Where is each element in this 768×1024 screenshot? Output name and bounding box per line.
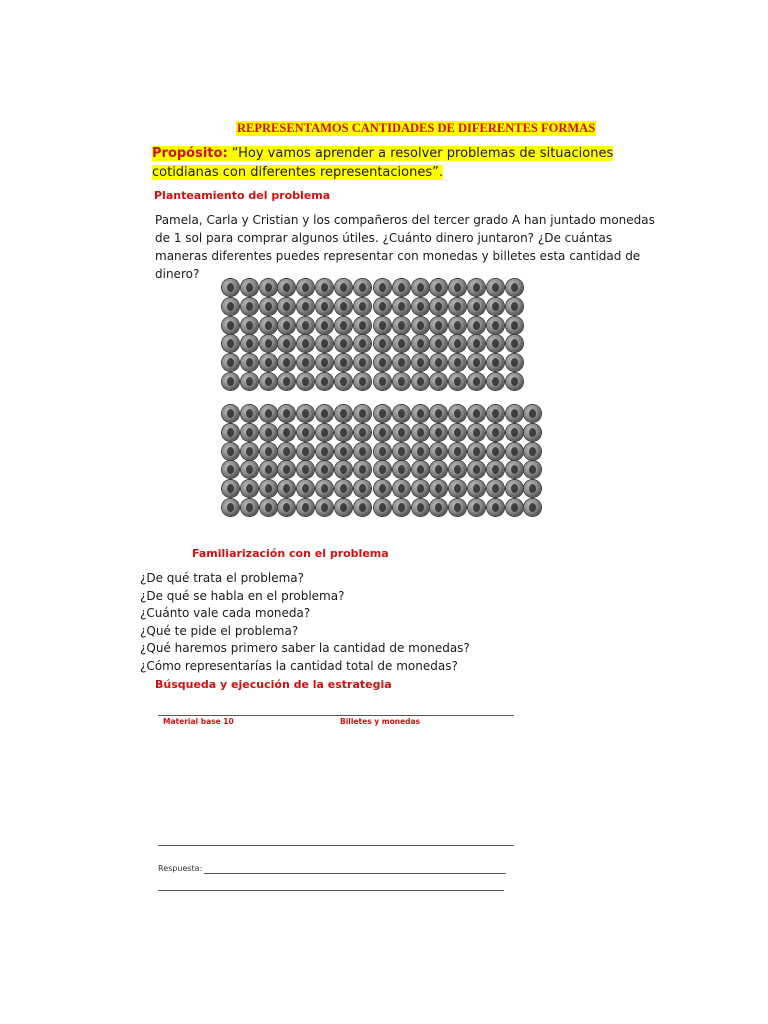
one-sol-coin-icon bbox=[260, 480, 277, 497]
one-sol-coin-icon bbox=[524, 499, 541, 516]
one-sol-coin-icon bbox=[316, 405, 333, 422]
one-sol-coin-icon bbox=[278, 424, 295, 441]
one-sol-coin-icon bbox=[412, 480, 429, 497]
one-sol-coin-icon bbox=[449, 499, 466, 516]
one-sol-coin-icon bbox=[297, 335, 314, 352]
one-sol-coin-icon bbox=[487, 405, 504, 422]
answer-line[interactable] bbox=[204, 873, 506, 874]
one-sol-coin-icon bbox=[241, 424, 258, 441]
question-item: ¿Qué te pide el problema? bbox=[140, 623, 299, 638]
answer-label: Respuesta: bbox=[158, 864, 203, 873]
one-sol-coin-icon bbox=[412, 354, 429, 371]
one-sol-coin-icon bbox=[487, 354, 504, 371]
coin-collection-image bbox=[220, 277, 550, 525]
section-heading-planteamiento: Planteamiento del problema bbox=[154, 189, 331, 202]
one-sol-coin-icon bbox=[374, 480, 391, 497]
one-sol-coin-icon bbox=[297, 354, 314, 371]
one-sol-coin-icon bbox=[354, 499, 371, 516]
one-sol-coin-icon bbox=[297, 499, 314, 516]
one-sol-coin-icon bbox=[297, 461, 314, 478]
one-sol-coin-icon bbox=[412, 373, 429, 390]
one-sol-coin-icon bbox=[468, 298, 485, 315]
one-sol-coin-icon bbox=[524, 405, 541, 422]
one-sol-coin-icon bbox=[393, 279, 410, 296]
one-sol-coin-icon bbox=[524, 443, 541, 460]
one-sol-coin-icon bbox=[222, 335, 239, 352]
one-sol-coin-icon bbox=[374, 443, 391, 460]
section-heading-busqueda: Búsqueda y ejecución de la estrategia bbox=[155, 678, 392, 691]
one-sol-coin-icon bbox=[260, 298, 277, 315]
one-sol-coin-icon bbox=[487, 279, 504, 296]
one-sol-coin-icon bbox=[449, 461, 466, 478]
one-sol-coin-icon bbox=[278, 298, 295, 315]
one-sol-coin-icon bbox=[278, 335, 295, 352]
one-sol-coin-icon bbox=[297, 405, 314, 422]
one-sol-coin-icon bbox=[278, 373, 295, 390]
one-sol-coin-icon bbox=[412, 335, 429, 352]
column-header-base10: Material base 10 bbox=[163, 717, 234, 726]
one-sol-coin-icon bbox=[354, 461, 371, 478]
one-sol-coin-icon bbox=[335, 298, 352, 315]
one-sol-coin-icon bbox=[354, 298, 371, 315]
question-item: ¿Qué haremos primero saber la cantidad de monedas? bbox=[140, 641, 470, 656]
one-sol-coin-icon bbox=[278, 279, 295, 296]
one-sol-coin-icon bbox=[393, 424, 410, 441]
one-sol-coin-icon bbox=[241, 480, 258, 497]
one-sol-coin-icon bbox=[241, 405, 258, 422]
one-sol-coin-icon bbox=[374, 499, 391, 516]
one-sol-coin-icon bbox=[241, 298, 258, 315]
one-sol-coin-icon bbox=[393, 405, 410, 422]
one-sol-coin-icon bbox=[241, 373, 258, 390]
one-sol-coin-icon bbox=[354, 373, 371, 390]
one-sol-coin-icon bbox=[260, 335, 277, 352]
one-sol-coin-icon bbox=[524, 461, 541, 478]
one-sol-coin-icon bbox=[260, 405, 277, 422]
one-sol-coin-icon bbox=[335, 279, 352, 296]
one-sol-coin-icon bbox=[430, 335, 447, 352]
one-sol-coin-icon bbox=[430, 443, 447, 460]
one-sol-coin-icon bbox=[335, 480, 352, 497]
one-sol-coin-icon bbox=[222, 499, 239, 516]
column-header-billetes: Billetes y monedas bbox=[340, 717, 421, 726]
one-sol-coin-icon bbox=[449, 317, 466, 334]
one-sol-coin-icon bbox=[468, 317, 485, 334]
one-sol-coin-icon bbox=[335, 405, 352, 422]
one-sol-coin-icon bbox=[468, 443, 485, 460]
one-sol-coin-icon bbox=[278, 354, 295, 371]
one-sol-coin-icon bbox=[278, 317, 295, 334]
one-sol-coin-icon bbox=[430, 279, 447, 296]
one-sol-coin-icon bbox=[412, 405, 429, 422]
one-sol-coin-icon bbox=[506, 373, 523, 390]
one-sol-coin-icon bbox=[412, 317, 429, 334]
purpose-label: Propósito: bbox=[152, 146, 228, 161]
one-sol-coin-icon bbox=[260, 499, 277, 516]
one-sol-coin-icon bbox=[412, 279, 429, 296]
one-sol-coin-icon bbox=[297, 279, 314, 296]
one-sol-coin-icon bbox=[316, 354, 333, 371]
one-sol-coin-icon bbox=[222, 461, 239, 478]
one-sol-coin-icon bbox=[506, 480, 523, 497]
one-sol-coin-icon bbox=[487, 480, 504, 497]
one-sol-coin-icon bbox=[297, 443, 314, 460]
one-sol-coin-icon bbox=[297, 424, 314, 441]
one-sol-coin-icon bbox=[393, 354, 410, 371]
one-sol-coin-icon bbox=[449, 405, 466, 422]
one-sol-coin-icon bbox=[506, 335, 523, 352]
one-sol-coin-icon bbox=[393, 335, 410, 352]
problem-text: Pamela, Carla y Cristian y los compañeros del tercer grado A han juntado monedas de 1 sol para comprar algunos útiles. ¿Cuánto dinero juntaron? ¿De cuántas maneras diferentes puedes representar con monedas y billetes esta cantidad de dinero? bbox=[155, 213, 655, 281]
one-sol-coin-icon bbox=[316, 461, 333, 478]
one-sol-coin-icon bbox=[335, 424, 352, 441]
section-heading-familiarizacion: Familiarización con el problema bbox=[192, 547, 389, 560]
one-sol-coin-icon bbox=[222, 317, 239, 334]
one-sol-coin-icon bbox=[430, 373, 447, 390]
one-sol-coin-icon bbox=[260, 279, 277, 296]
purpose-text: “Hoy vamos aprender a resolver problemas de situaciones cotidianas con diferentes representaciones”. bbox=[152, 146, 614, 180]
question-item: ¿De qué se habla en el problema? bbox=[140, 588, 345, 603]
one-sol-coin-icon bbox=[449, 298, 466, 315]
one-sol-coin-icon bbox=[430, 480, 447, 497]
one-sol-coin-icon bbox=[335, 335, 352, 352]
one-sol-coin-icon bbox=[241, 461, 258, 478]
one-sol-coin-icon bbox=[354, 405, 371, 422]
question-list bbox=[140, 570, 470, 676]
one-sol-coin-icon bbox=[468, 405, 485, 422]
one-sol-coin-icon bbox=[449, 424, 466, 441]
one-sol-coin-icon bbox=[297, 373, 314, 390]
one-sol-coin-icon bbox=[222, 443, 239, 460]
one-sol-coin-icon bbox=[374, 298, 391, 315]
one-sol-coin-icon bbox=[374, 354, 391, 371]
one-sol-coin-icon bbox=[316, 279, 333, 296]
table-top-line bbox=[158, 715, 514, 716]
one-sol-coin-icon bbox=[222, 354, 239, 371]
purpose-statement bbox=[152, 144, 672, 182]
one-sol-coin-icon bbox=[335, 373, 352, 390]
one-sol-coin-icon bbox=[524, 480, 541, 497]
one-sol-coin-icon bbox=[222, 298, 239, 315]
one-sol-coin-icon bbox=[297, 480, 314, 497]
one-sol-coin-icon bbox=[449, 443, 466, 460]
one-sol-coin-icon bbox=[316, 298, 333, 315]
one-sol-coin-icon bbox=[487, 317, 504, 334]
one-sol-coin-icon bbox=[222, 405, 239, 422]
one-sol-coin-icon bbox=[506, 461, 523, 478]
one-sol-coin-icon bbox=[468, 279, 485, 296]
one-sol-coin-icon bbox=[222, 279, 239, 296]
one-sol-coin-icon bbox=[374, 279, 391, 296]
one-sol-coin-icon bbox=[278, 499, 295, 516]
one-sol-coin-icon bbox=[316, 499, 333, 516]
one-sol-coin-icon bbox=[278, 461, 295, 478]
one-sol-coin-icon bbox=[506, 499, 523, 516]
one-sol-coin-icon bbox=[468, 424, 485, 441]
one-sol-coin-icon bbox=[222, 424, 239, 441]
one-sol-coin-icon bbox=[354, 424, 371, 441]
one-sol-coin-icon bbox=[222, 373, 239, 390]
one-sol-coin-icon bbox=[374, 317, 391, 334]
one-sol-coin-icon bbox=[487, 461, 504, 478]
one-sol-coin-icon bbox=[316, 480, 333, 497]
one-sol-coin-icon bbox=[241, 354, 258, 371]
one-sol-coin-icon bbox=[260, 317, 277, 334]
one-sol-coin-icon bbox=[449, 373, 466, 390]
one-sol-coin-icon bbox=[354, 354, 371, 371]
question-item: ¿Cuánto vale cada moneda? bbox=[140, 606, 311, 621]
one-sol-coin-icon bbox=[241, 279, 258, 296]
one-sol-coin-icon bbox=[412, 424, 429, 441]
one-sol-coin-icon bbox=[222, 480, 239, 497]
one-sol-coin-icon bbox=[487, 335, 504, 352]
one-sol-coin-icon bbox=[430, 298, 447, 315]
one-sol-coin-icon bbox=[316, 373, 333, 390]
one-sol-coin-icon bbox=[260, 443, 277, 460]
one-sol-coin-icon bbox=[506, 405, 523, 422]
one-sol-coin-icon bbox=[487, 298, 504, 315]
one-sol-coin-icon bbox=[297, 317, 314, 334]
one-sol-coin-icon bbox=[412, 298, 429, 315]
one-sol-coin-icon bbox=[468, 499, 485, 516]
one-sol-coin-icon bbox=[430, 424, 447, 441]
one-sol-coin-icon bbox=[374, 424, 391, 441]
one-sol-coin-icon bbox=[430, 499, 447, 516]
one-sol-coin-icon bbox=[316, 317, 333, 334]
one-sol-coin-icon bbox=[278, 405, 295, 422]
one-sol-coin-icon bbox=[354, 335, 371, 352]
one-sol-coin-icon bbox=[374, 461, 391, 478]
one-sol-coin-icon bbox=[506, 424, 523, 441]
one-sol-coin-icon bbox=[335, 317, 352, 334]
one-sol-coin-icon bbox=[316, 335, 333, 352]
one-sol-coin-icon bbox=[449, 335, 466, 352]
one-sol-coin-icon bbox=[354, 480, 371, 497]
one-sol-coin-icon bbox=[393, 480, 410, 497]
one-sol-coin-icon bbox=[393, 317, 410, 334]
one-sol-coin-icon bbox=[374, 335, 391, 352]
one-sol-coin-icon bbox=[430, 317, 447, 334]
one-sol-coin-icon bbox=[430, 461, 447, 478]
one-sol-coin-icon bbox=[374, 405, 391, 422]
one-sol-coin-icon bbox=[412, 461, 429, 478]
question-item: ¿Cómo representarías la cantidad total de monedas? bbox=[140, 658, 458, 673]
worksheet-title: REPRESENTAMOS CANTIDADES DE DIFERENTES FORMAS bbox=[237, 121, 596, 135]
one-sol-coin-icon bbox=[354, 443, 371, 460]
one-sol-coin-icon bbox=[468, 480, 485, 497]
one-sol-coin-icon bbox=[241, 499, 258, 516]
one-sol-coin-icon bbox=[316, 443, 333, 460]
one-sol-coin-icon bbox=[354, 279, 371, 296]
answer-line-second[interactable] bbox=[158, 890, 504, 891]
one-sol-coin-icon bbox=[468, 354, 485, 371]
table-bottom-line bbox=[158, 845, 514, 846]
one-sol-coin-icon bbox=[393, 298, 410, 315]
one-sol-coin-icon bbox=[335, 499, 352, 516]
one-sol-coin-icon bbox=[468, 461, 485, 478]
one-sol-coin-icon bbox=[449, 354, 466, 371]
one-sol-coin-icon bbox=[468, 373, 485, 390]
one-sol-coin-icon bbox=[524, 424, 541, 441]
one-sol-coin-icon bbox=[260, 354, 277, 371]
one-sol-coin-icon bbox=[260, 461, 277, 478]
question-item: ¿De qué trata el problema? bbox=[140, 571, 304, 585]
one-sol-coin-icon bbox=[506, 298, 523, 315]
one-sol-coin-icon bbox=[393, 373, 410, 390]
one-sol-coin-icon bbox=[278, 480, 295, 497]
one-sol-coin-icon bbox=[316, 424, 333, 441]
one-sol-coin-icon bbox=[506, 354, 523, 371]
one-sol-coin-icon bbox=[468, 335, 485, 352]
one-sol-coin-icon bbox=[449, 279, 466, 296]
one-sol-coin-icon bbox=[278, 443, 295, 460]
one-sol-coin-icon bbox=[260, 424, 277, 441]
one-sol-coin-icon bbox=[335, 461, 352, 478]
one-sol-coin-icon bbox=[430, 354, 447, 371]
one-sol-coin-icon bbox=[297, 298, 314, 315]
one-sol-coin-icon bbox=[506, 279, 523, 296]
one-sol-coin-icon bbox=[241, 443, 258, 460]
one-sol-coin-icon bbox=[335, 354, 352, 371]
one-sol-coin-icon bbox=[335, 443, 352, 460]
one-sol-coin-icon bbox=[241, 317, 258, 334]
one-sol-coin-icon bbox=[449, 480, 466, 497]
one-sol-coin-icon bbox=[393, 443, 410, 460]
one-sol-coin-icon bbox=[241, 335, 258, 352]
one-sol-coin-icon bbox=[374, 373, 391, 390]
one-sol-coin-icon bbox=[412, 499, 429, 516]
one-sol-coin-icon bbox=[506, 443, 523, 460]
one-sol-coin-icon bbox=[430, 405, 447, 422]
one-sol-coin-icon bbox=[393, 461, 410, 478]
one-sol-coin-icon bbox=[487, 373, 504, 390]
one-sol-coin-icon bbox=[412, 443, 429, 460]
one-sol-coin-icon bbox=[354, 317, 371, 334]
one-sol-coin-icon bbox=[487, 499, 504, 516]
one-sol-coin-icon bbox=[393, 499, 410, 516]
one-sol-coin-icon bbox=[260, 373, 277, 390]
one-sol-coin-icon bbox=[487, 424, 504, 441]
one-sol-coin-icon bbox=[506, 317, 523, 334]
one-sol-coin-icon bbox=[487, 443, 504, 460]
